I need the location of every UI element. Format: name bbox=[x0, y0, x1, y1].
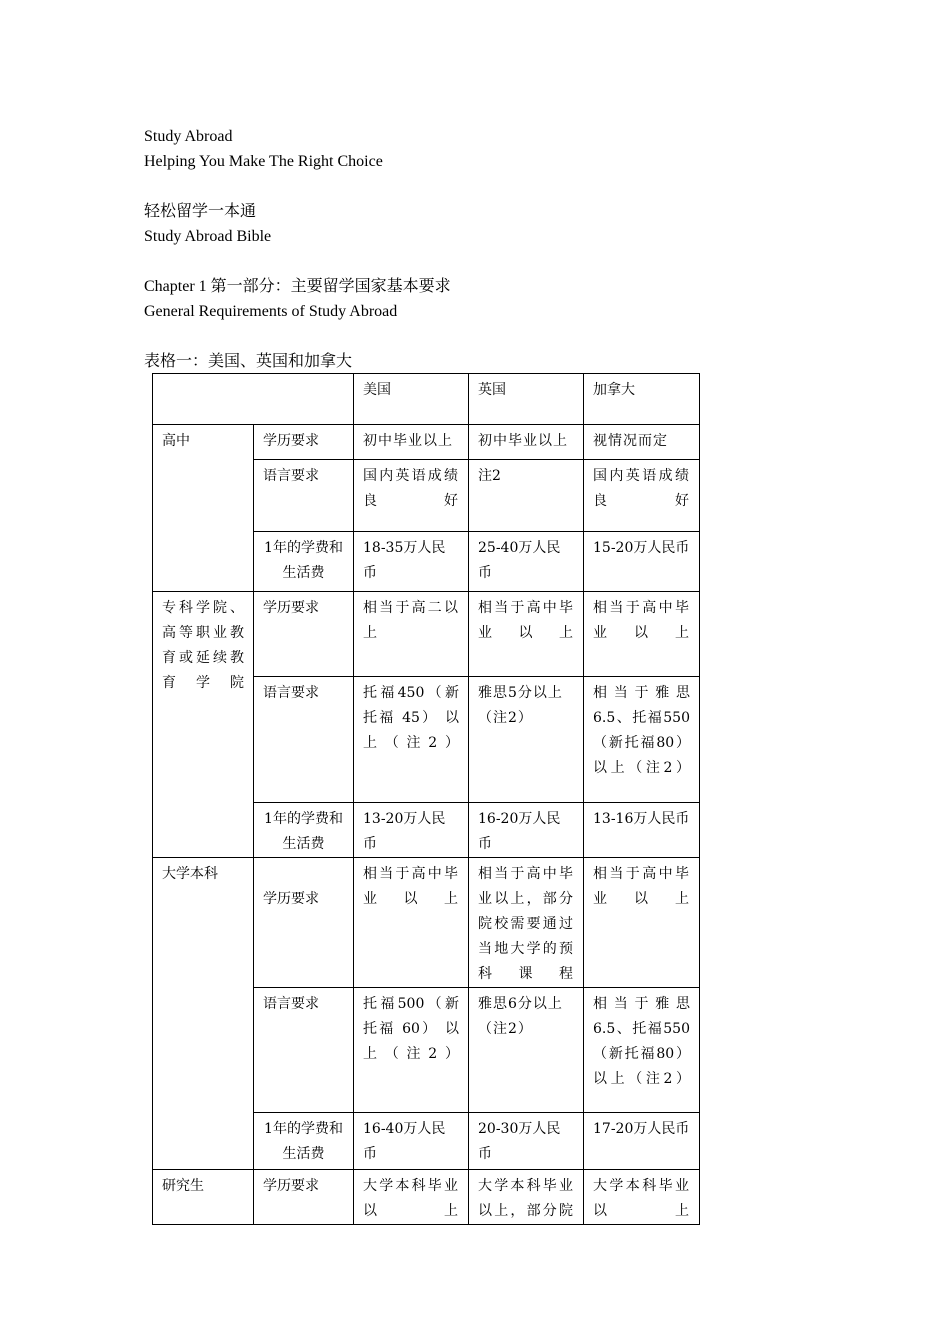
aspect-education: 学历要求 bbox=[254, 1170, 354, 1225]
aspect-education: 学历要求 bbox=[254, 425, 354, 460]
level-high-school: 高中 bbox=[153, 425, 254, 592]
table-cell: 注2 bbox=[469, 460, 584, 532]
table-cell: 大学本科毕业以上，部分院 bbox=[469, 1170, 584, 1225]
table-cell: 大学本科毕业以上 bbox=[584, 1170, 700, 1225]
header-uk: 英国 bbox=[469, 374, 584, 425]
aspect-cost: 1年的学费和生活费 bbox=[254, 532, 354, 592]
table-cell: 大学本科毕业以上 bbox=[354, 1170, 469, 1225]
table-cell: 18-35万人民币 bbox=[354, 532, 469, 592]
table-cell: 雅思5分以上（注2） bbox=[469, 677, 584, 803]
level-college: 专科学院、高等职业教育或延续教育学院 bbox=[153, 592, 254, 858]
header-canada: 加拿大 bbox=[584, 374, 700, 425]
aspect-cost: 1年的学费和生活费 bbox=[254, 803, 354, 858]
table-cell: 国内英语成绩良好 bbox=[584, 460, 700, 532]
table-row bbox=[153, 425, 700, 460]
table-header-row bbox=[153, 374, 700, 425]
table-cell: 相当于高中毕业以上 bbox=[584, 858, 700, 988]
table-cell: 13-20万人民币 bbox=[354, 803, 469, 858]
aspect-education: 学历要求 bbox=[254, 592, 354, 677]
table-cell: 托福500（新托福 60） 以上（注2） bbox=[354, 988, 469, 1113]
table-cell: 相当于高二以上 bbox=[354, 592, 469, 677]
chapter-subheading: General Requirements of Study Abroad bbox=[144, 303, 398, 320]
aspect-language: 语言要求 bbox=[254, 460, 354, 532]
table-cell: 20-30万人民币 bbox=[469, 1113, 584, 1170]
table-row bbox=[153, 1170, 700, 1225]
doc-title: Study Abroad bbox=[144, 128, 233, 145]
chapter-heading: Chapter 1 第一部分：主要留学国家基本要求 bbox=[144, 278, 451, 295]
doc-subtitle: Helping You Make The Right Choice bbox=[144, 153, 383, 170]
table-cell: 相当于雅思6.5、托福550（新托福80）以上（注2） bbox=[584, 988, 700, 1113]
table-cell: 相当于雅思6.5、托福550（新托福80） 以上（注2） bbox=[584, 677, 700, 803]
aspect-language: 语言要求 bbox=[254, 988, 354, 1113]
table-cell: 相当于高中毕业以上 bbox=[354, 858, 469, 988]
table-cell: 初中毕业以上 bbox=[469, 425, 584, 460]
table-caption: 表格一：美国、英国和加拿大 bbox=[144, 353, 353, 370]
table-row bbox=[153, 592, 700, 677]
header-empty-cell bbox=[153, 374, 354, 425]
table-cell: 雅思6分以上（注2） bbox=[469, 988, 584, 1113]
table-cell: 16-20万人民币 bbox=[469, 803, 584, 858]
table-cell: 托福450（新托福 45） 以上（注2） bbox=[354, 677, 469, 803]
header-usa: 美国 bbox=[354, 374, 469, 425]
table-cell: 16-40万人民币 bbox=[354, 1113, 469, 1170]
book-title-cn: 轻松留学一本通 bbox=[144, 203, 257, 220]
aspect-cost: 1年的学费和生活费 bbox=[254, 1113, 354, 1170]
aspect-education: 学历要求 bbox=[254, 858, 354, 988]
requirements-table bbox=[152, 373, 700, 1225]
table-cell: 国内英语成绩良好 bbox=[354, 460, 469, 532]
table-cell: 相当于高中毕业以上，部分院校需要通过当地大学的预科课程 bbox=[469, 858, 584, 988]
table-cell: 25-40万人民币 bbox=[469, 532, 584, 592]
aspect-language: 语言要求 bbox=[254, 677, 354, 803]
table-cell: 15-20万人民币 bbox=[584, 532, 700, 592]
table-cell: 相当于高中毕业以上 bbox=[469, 592, 584, 677]
level-bachelor: 大学本科 bbox=[153, 858, 254, 1170]
book-title-en: Study Abroad Bible bbox=[144, 228, 272, 245]
table-cell: 初中毕业以上 bbox=[354, 425, 469, 460]
table-cell: 13-16万人民币 bbox=[584, 803, 700, 858]
table-cell: 视情况而定 bbox=[584, 425, 700, 460]
table-row bbox=[153, 858, 700, 988]
table-cell: 相当于高中毕业以上 bbox=[584, 592, 700, 677]
level-graduate: 研究生 bbox=[153, 1170, 254, 1225]
table-cell: 17-20万人民币 bbox=[584, 1113, 700, 1170]
